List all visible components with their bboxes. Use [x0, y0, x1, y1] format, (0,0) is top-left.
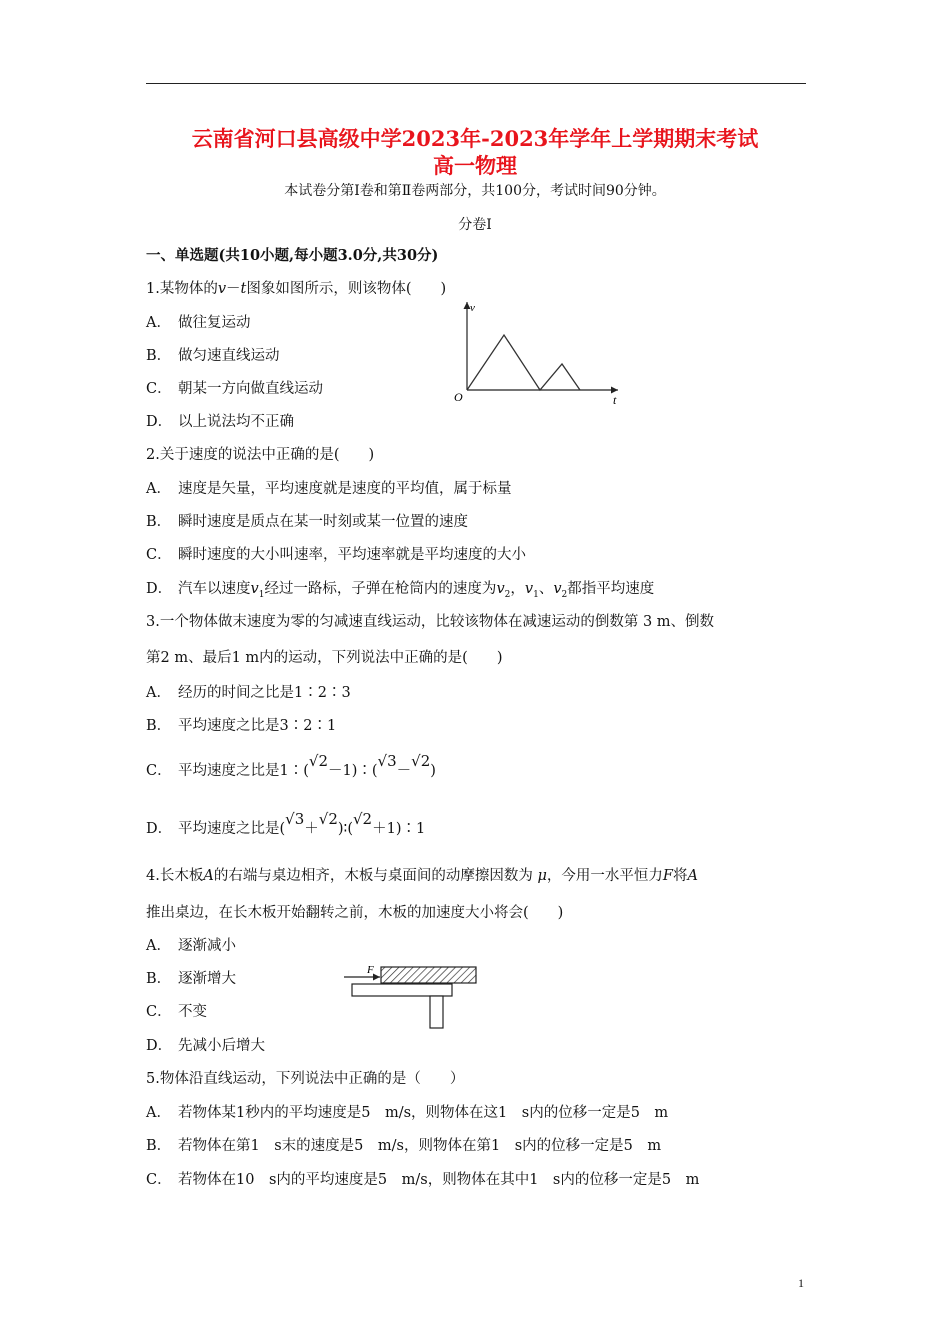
table-top	[352, 984, 452, 996]
x-axis-label: t	[613, 393, 617, 407]
section-heading: 一、单选题(共10小题,每小题3.0分,共30分)	[146, 247, 439, 264]
y-axis-label: v	[470, 302, 475, 314]
q5-option-a[interactable]: A． 若物体某1秒内的平均速度是5 m/s，则物体在这1 s内的位移一定是5 m	[146, 1105, 669, 1121]
q5-option-b[interactable]: B． 若物体在第1 s末的速度是5 m/s，则物体在第1 s内的位移一定是5 m	[146, 1138, 662, 1154]
q4-option-b[interactable]: B． 逐渐增大	[146, 971, 236, 987]
origin-label: O	[454, 390, 463, 404]
board-table-diagram	[342, 960, 482, 1032]
q1-option-c[interactable]: C． 朝某一方向做直线运动	[146, 381, 323, 397]
q1-option-a[interactable]: A． 做往复运动	[146, 315, 251, 331]
force-label: F	[367, 964, 374, 976]
q3-option-d[interactable]: D． 平均速度之比是(√3＋√2)∶(√2＋1)∶1	[146, 810, 426, 837]
question-3-stem-line2: 第2 m、最后1 m内的运动，下列说法中正确的是( )	[146, 650, 503, 666]
question-4-stem-line1: 4.长木板A的右端与桌边相齐，木板与桌面间的动摩擦因数为 μ，今用一水平恒力F将A	[146, 868, 698, 884]
q4-option-a[interactable]: A． 逐渐减小	[146, 938, 236, 954]
q3-option-c[interactable]: C． 平均速度之比是1∶(√2－1)∶(√3－√2)	[146, 752, 436, 779]
question-2-stem: 2.关于速度的说法中正确的是( )	[146, 447, 375, 463]
q4-option-d[interactable]: D． 先减小后增大	[146, 1038, 265, 1054]
question-1-stem: 1.某物体的v－t图象如图所示，则该物体( )	[146, 281, 447, 297]
q1-option-b[interactable]: B． 做匀速直线运动	[146, 348, 280, 364]
q2-option-b[interactable]: B． 瞬时速度是质点在某一时刻或某一位置的速度	[146, 514, 468, 530]
q5-option-c[interactable]: C． 若物体在10 s内的平均速度是5 m/s，则物体在其中1 s内的位移一定是5 m	[146, 1172, 700, 1188]
page-number: 1	[798, 1276, 804, 1290]
vt-graph	[448, 296, 628, 408]
header-rule	[146, 83, 806, 84]
question-5-stem: 5.物体沿直线运动，下列说法中正确的是（ ）	[146, 1071, 465, 1087]
q1-option-d[interactable]: D． 以上说法均不正确	[146, 414, 294, 430]
table-leg	[430, 996, 443, 1028]
q2-option-a[interactable]: A． 速度是矢量，平均速度就是速度的平均值，属于标量	[146, 481, 512, 497]
part-label: 分卷Ⅰ	[458, 217, 492, 233]
question-4-stem-line2: 推出桌边，在长木板开始翻转之前，木板的加速度大小将会( )	[146, 905, 564, 921]
question-3-stem-line1: 3.一个物体做末速度为零的匀减速直线运动，比较该物体在减速运动的倒数第 3 m、倒数	[146, 614, 715, 630]
q4-option-c[interactable]: C． 不变	[146, 1004, 207, 1020]
subject-title: 高一物理	[433, 153, 517, 178]
exam-intro: 本试卷分第Ⅰ卷和第Ⅱ卷两部分，共100分，考试时间90分钟。	[284, 183, 666, 199]
vt-line	[467, 335, 580, 390]
q2-option-c[interactable]: C． 瞬时速度的大小叫速率，平均速率就是平均速度的大小	[146, 547, 526, 563]
exam-title: 云南省河口县高级中学2023年-2023年学年上学期期末考试	[191, 126, 759, 151]
q3-option-a[interactable]: A． 经历的时间之比是1∶2∶3	[146, 685, 351, 701]
q2-option-d[interactable]: D． 汽车以速度$v_1$经过一路标，子弹在枪筒内的速度为$v_2$，$v_1$、$v_2$都指平均速度	[146, 581, 655, 600]
long-board-a	[381, 967, 476, 983]
q3-option-b[interactable]: B． 平均速度之比是3∶2∶1	[146, 718, 337, 734]
